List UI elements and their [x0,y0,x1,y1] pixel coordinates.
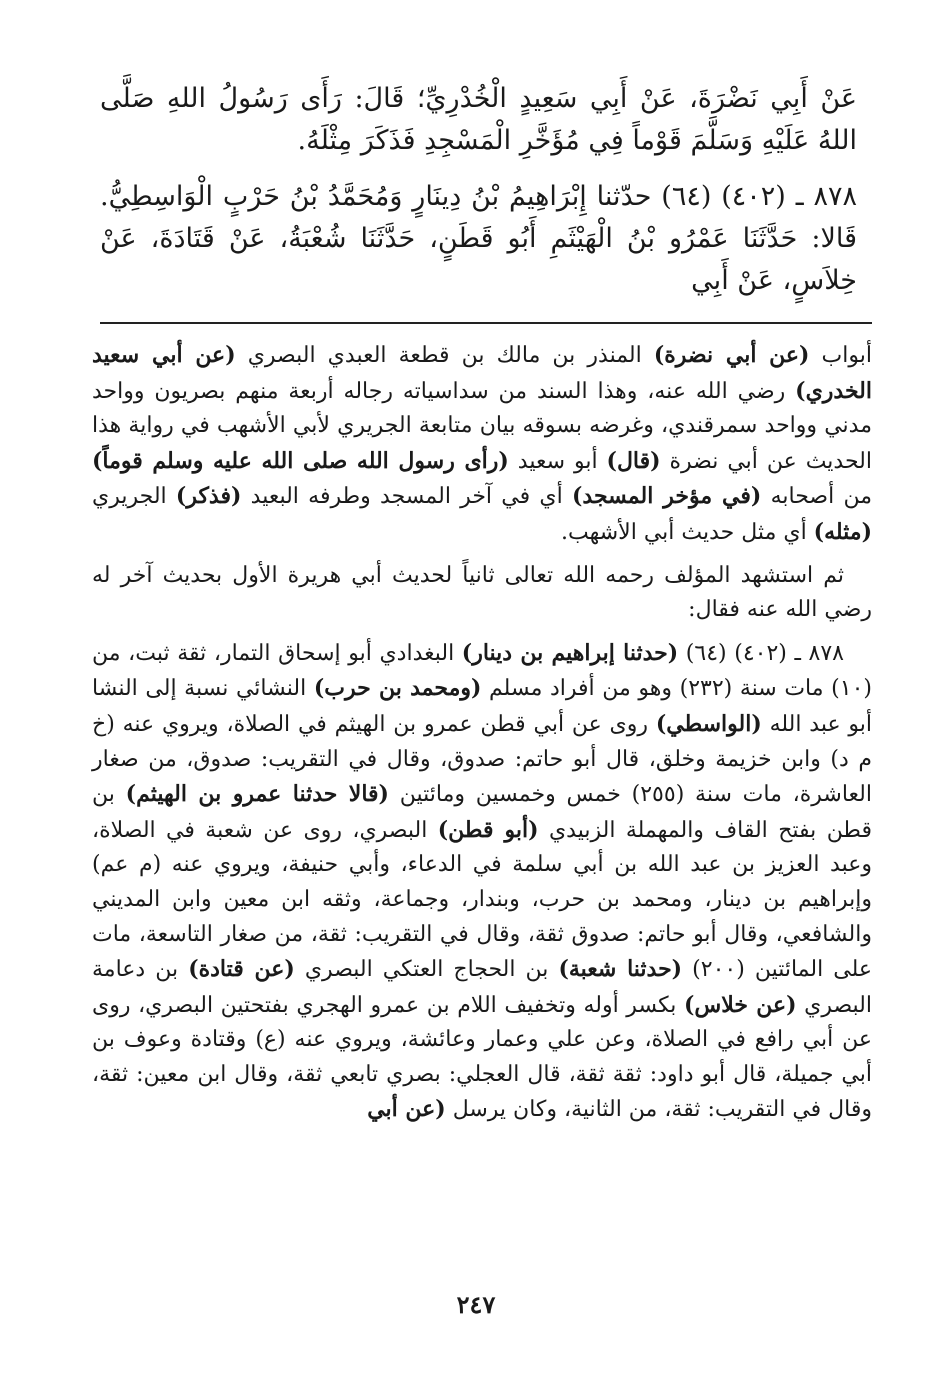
text-run: بن قطن بفتح القاف والمهملة الزبيدي [92,782,872,843]
bold-text-run: (عن قتادة) [188,956,295,983]
text-run: روى عن أبي قطن عمرو بن الهيثم في الصلاة، ويروي عنه (خ م د) وابن خزيمة وخلق، قال أبو حاتم: صدوق، وقال في التقريب: صدوق، من صغار العاشرة، مات سنة (٢٥٥) خمس وخمسين ومائتين [92,711,872,808]
text-run: النشائي نسبة إلى النشا أبو عبد الله [92,676,872,737]
hadith-narration-1: عَنْ أَبِي نَضْرَةَ، عَنْ أَبِي سَعِيدٍ الْخُدْرِيِّ؛ قَالَ: رَأَى رَسُولُ اللهِ صَلَّى اللهُ عَلَيْهِ وَسَلَّمَ قَوْماً فِي مُؤَخَّرِ الْمَسْجِدِ فَذَكَرَ مِثْلَهُ. [100,83,857,156]
hadith-narration-2: ٨٧٨ ـ (٤٠٢) (٦٤) حدّثنا إِبْرَاهِيمُ بْنُ دِينَارٍ وَمُحَمَّدُ بْنُ حَرْبٍ الْوَاسِطِيُّ. قَالا: حَدَّثَنَا عَمْرُو بْنُ الْهَيْثَمِ أَبُو قَطَنٍ، حَدَّثَنَا شُعْبَةُ، عَنْ قَتَادَةَ، عَنْ خِلاَسٍ، عَنْ أَبِي [100,181,857,296]
bold-text-run: (رأى رسول الله صلى الله عليه وسلم قوماً) [92,447,509,474]
hadith-text-block [100,78,857,302]
text-run: بن الحجاج العتكي البصري [294,957,559,983]
commentary-paragraph-1 [92,338,872,551]
text-run: ٨٧٨ ـ (٤٠٢) (٦٤) [678,640,844,666]
text-run: رضي الله عنه، وهذا السند من سداسياته رجاله أربعة منهم بصريون وواحد مدني وواحد سمرقندي، وغرضه بسوقه بيان متابعة الجريري لأبي الأشهب في رواية هذا الحديث عن أبي نضرة [92,378,872,474]
bold-text-run: (حدثنا إبراهيم بن دينار) [461,639,679,666]
text-run: الجريري [92,484,176,510]
text-run: البصري، روى عن شعبة في الصلاة، وعبد العزيز بن عبد الله بن أبي سلمة في الدعاء، وأبي حنيفة، ويروي عنه (م عم) وإبراهيم بن دينار، ومحمد بن حرب، وبندار، وجماعة، وثقه ابن معين وابن المديني والشافعي، وقال أبو حاتم: صدوق ثقة، وقال في التقريب: ثقة، من صغار التاسعة، مات على المائتين (٢٠٠) [92,817,873,983]
bold-text-run: (حدثنا شعبة) [558,956,683,983]
bold-text-run: (في مؤخر المسجد) [572,483,762,510]
text-run: أبو سعيد [508,448,607,474]
text-run: ثم استشهد المؤلف رحمه الله تعالى ثانياً لحديث أبي هريرة الأول بحديث آخر له رضي الله عنه فقال: [92,562,872,623]
bold-text-run: (عن أبي نضرة) [653,342,810,368]
text-run: من أصحابه [761,484,872,510]
text-run: البغدادي أبو إسحاق التمار، ثقة ثبت، من (١٠) مات سنة (٢٣٢) وهو من أفراد مسلم [92,640,872,702]
page-number: ٢٤٧ [456,1290,496,1319]
bold-text-run: (ومحمد بن حرب) [313,675,482,702]
commentary-paragraph-2 [92,559,872,628]
bold-text-run: (قال) [606,447,661,474]
text-run: بكسر أوله وتخفيف اللام بن عمرو الهجري بفتحتين البصري، روى عن أبي رافع في الصلاة، وعن علي وعمار وعائشة، ويروي عنه (ع) وقتادة وعوف بن أبي جميلة، قال أبو داود: ثقة ثقة، قال العجلي: بصري تابعي ثقة، وقال ابن معين: ثقة، وقال في التقريب: ثقة، من الثانية، وكان يرسل [92,992,872,1123]
text-run: أي في آخر المسجد وطرفه البعيد [241,484,572,510]
text-run: أي مثل حديث أبي الأشهب. [561,519,814,545]
bold-text-run: (أبو قطن) [437,816,539,843]
bold-text-run: (عن أبي [367,1096,446,1123]
text-run: المنذر بن مالك بن قطعة العبدي البصري [235,343,654,368]
bold-text-run: (قالا حدثنا عمرو بن الهيثم) [125,781,389,808]
commentary-block [92,338,872,1136]
bold-text-run: (عن أبي سعيد الخدري) [92,342,872,404]
bold-text-run: (فذكر) [175,483,242,510]
section-divider [100,322,872,324]
bold-text-run: (عن خلاس) [683,991,797,1018]
bold-text-run: (مثله) [813,518,872,545]
bold-text-run: (الواسطي) [655,710,762,737]
text-run: أبواب [809,343,872,368]
commentary-paragraph-3 [92,636,872,1128]
text-run: بن دعامة البصري [92,957,872,1018]
